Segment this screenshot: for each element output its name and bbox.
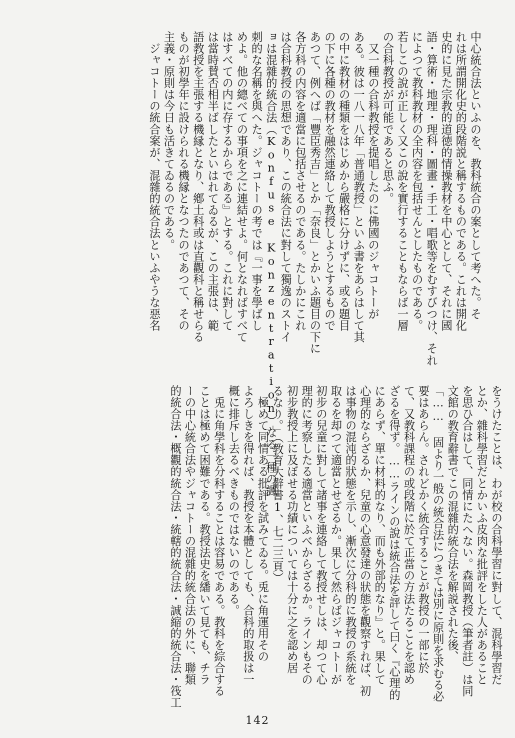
text-column: 概に排斥し去るべきものではないのである。 [227,385,241,616]
lower-text-block [13,385,503,709]
text-column: 極めて同情ある批評を試みてゐる。兎に角運用その [256,385,270,663]
text-column: 各方科の内容を適當に包括させるのである。たしかにこれ [293,31,307,332]
text-column: 若しこの說が正しく又この說を實行することもならば一層 [396,31,410,332]
text-column: れは所謂開化史的段階説と稱するものである。これは開化 [454,31,468,332]
text-column: の合科教授が可能であると思ふ。 [381,31,395,205]
text-column: 兎に角學科を分科することは容易である。教科を綜合する [212,385,226,697]
text-column: の下に各種の教材を融然連絡して教授しようとするもので [323,31,337,332]
text-column: 刺的な名稱を與へた。ジャコトーの考では『一事を學ばし [250,31,264,332]
text-column: るなり。」（教育大辭書1、七二三頁） [271,385,285,584]
text-column: 心理的ならざるか、兒童の心意發達の狀態を觀察すれば、初 [358,385,372,697]
text-column: 理的に考察したる適當といふべからざるか。ラインもその [300,385,314,686]
text-column: 史的に見た宗教的道徳的情操教材を中心として、それに國 [439,31,453,332]
text-column: 中心統合法といふのを、教科統合の案として考へた。そ [469,31,482,320]
text-column: は合科教授の思想であり、この統合法に對して獨逸のストイ [279,31,293,343]
text-column: ーの中心統合法やジャコトーの混雜的統合法の外に、聯類 [183,385,197,686]
text-column: 要はあらん。されどかく統合することが教授の一部に於 [417,385,431,674]
text-column: 文館の教育辭書でこの混雜的統合法を解説された後、 [446,385,460,663]
text-column: ョは混雜的統合法（Konfuse Konzentration）なる一種の諷 [264,31,278,497]
text-column: ざるを得ず。……ラインの說は統合法を評して曰く『心理的 [387,385,401,701]
text-column: は當時賛否相半ばしたといはれてゐるが、この主張は、範 [206,31,220,332]
text-column: はすべての内に存するからである』とする。これに對して [220,31,234,332]
text-column: 又一種の合科教授を提唱したのに佛國のジャコトーが [366,31,380,320]
text-column: によつて教科教材の全内容を包括せんとしたものである。 [410,31,424,332]
text-column: とか、雜科學習だとかいふ皮肉な批評をした人があること [475,385,489,686]
text-column: 初步教授上に及ぼせる功績については十分に之を認め居 [285,385,299,674]
text-column: 初步の兒童に對して諸事を連絡して教授せしは、却つて心 [314,385,328,686]
text-column: にあらず、單に材料的なり、而も外部的なり』と。果して [373,385,387,686]
text-column: ある。彼は一八一八年「普通教授」といふ書をあらはして其 [352,31,366,343]
text-column: 的統合法・概觀的統合法・統轄的統合法・誠縮的統合法・筏工 [168,385,182,709]
text-column: 取るを却つて適當とせざるか。果して然らばジャコトーが [329,385,343,686]
text-column: めよ。他の總べての事項を之に連結せよ。何となればすべて [235,31,249,343]
text-column: 主義・原則は今日も活きてゐるのである。 [162,31,176,251]
text-column: の中に教材の種類をはじめから嚴格に分けずに、或る題目 [337,31,351,332]
text-column: 語教授を主張する機縁となり、鄕土科或は直觀科と稱せらる [191,31,205,343]
text-column: を思ひ合はして、同情にたへない。森岡教授（筆者註）は同 [460,385,474,697]
text-column: 語・算術・地理・理科・圖畫・手工・唱歌等をむすびつけ、それ [425,31,439,366]
text-column: て、又教科課程の或段階に於て正當の方法たることを認め [402,385,416,686]
page-number: 142 [245,714,270,727]
text-column: 「…… 固より一般の統合法につきては別に原則を求むる必 [431,385,445,703]
text-column: ものが初學年に設けられる機縁となつたのであつて、その [177,31,191,332]
text-column: よろしきを得れば、教授を本體としても、合科的取扱は一 [241,385,255,686]
text-column: は事物の混沌的狀態を示し、漸次に分科的に教授の系統を [344,385,358,686]
text-column: あつて、例へば「豐臣秀吉」とか「奈良」とかいふ題目の下に [308,31,322,355]
text-column: をうけたことは、わが校の合科學習に對して、混科學習だ [490,385,503,686]
text-column: ジャコトーの統合案が、混雜的統合法といふやうな惡名 [147,31,161,332]
text-column: ことは極めて困難である。教授法史を繙いて見ても、チラ [198,385,212,686]
